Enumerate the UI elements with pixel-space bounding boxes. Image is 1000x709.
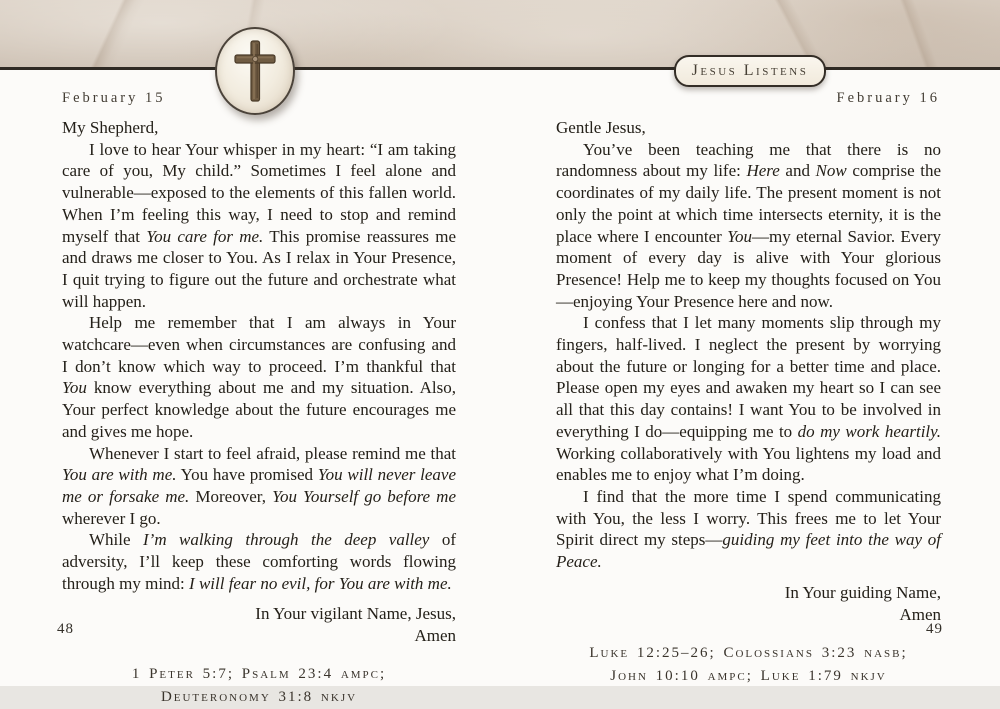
- right-page-column: [556, 117, 941, 688]
- left-page-column: [62, 117, 456, 709]
- prayer-paragraph: You’ve been teaching me that there is no randomness about my life: Here and Now comprise the coordinates of my daily life. The present moment is not only the point at which time intersects eternity, it is the place where I encounter You—my eternal Savior. Every moment of every day is alive with Your glorious Presence! Help me to keep my thoughts focused on You—enjoying Your Presence here and now.: [556, 139, 942, 311]
- signature-block: [556, 582, 941, 626]
- scripture-references: [62, 663, 456, 709]
- prayer-paragraph: I find that the more time I spend communicating with You, the less I worry. This frees me to let Your Spirit direct my steps—guiding my feet into the way of Peace.: [556, 486, 941, 572]
- reference-line: 1 Peter 5:7; Psalm 23:4 ampc;: [131, 666, 387, 683]
- salutation: Gentle Jesus,: [556, 118, 646, 137]
- prayer-paragraph: I love to hear Your whisper in my heart: “I am taking care of you, My child.” Sometimes I feel alone and vulnerable—exposed to the elements of this fallen world. When I’m feeling this way, I need to stop and remind myself that You care for me. This promise reassures me and draws me closer to You. As I relax in Your Presence, I quit trying to figure out the future and orchestrate what will happen.: [62, 139, 456, 311]
- reference-line: John 10:10 ampc; Luke 1:79 nkjv: [610, 667, 887, 684]
- reference-line: Deuteronomy 31:8 nkjv: [160, 689, 358, 706]
- reference-line: Luke 12:25–26; Colossians 3:23 nasb;: [589, 644, 908, 661]
- page-date-right: February 16: [836, 90, 940, 106]
- jesus-listens-badge: [674, 55, 826, 87]
- cross-icon: [232, 38, 278, 104]
- cross-medallion: [215, 27, 295, 115]
- page-number-right: 49: [926, 621, 943, 637]
- signature-line: In Your vigilant Name, Jesus,: [255, 604, 456, 624]
- prayer-paragraph: I confess that I let many moments slip through my fingers, half-lived. I neglect the present by worrying about the future or longing for a better time and place. Please open my eyes and awaken my heart so I can see all that this day contains! I want You to be involved in everything I do—equipping me to do my work heartily. Working collaboratively with You lightens my load and enables me to enjoy what I’m doing.: [556, 313, 942, 485]
- salutation: My Shepherd,: [62, 118, 159, 137]
- prayer-paragraph: While I’m walking through the deep valley of adversity, I’ll keep these comforting words flowing through my mind: I will fear no evil, for You are with me.: [62, 530, 456, 593]
- signature-line: In Your guiding Name,: [784, 582, 941, 602]
- signature-block: [62, 603, 456, 647]
- badge-label: Jesus Listens: [691, 62, 809, 79]
- prayer-paragraph: Help me remember that I am always in Your watchcare—even when circumstances are confusing and I don’t know which way to proceed. I’m thankful that You know everything about me and my situation. Also, Your perfect knowledge about the future encourages me and gives me hope.: [62, 313, 456, 441]
- page-number-left: 48: [57, 621, 74, 637]
- header-band: [0, 0, 1000, 70]
- amen-line: Amen: [414, 626, 456, 646]
- prayer-paragraph: Whenever I start to feel afraid, please remind me that You are with me. You have promised You will never leave me or forsake me. Moreover, You Yourself go before me wherever I go.: [62, 443, 457, 528]
- scripture-references: [556, 642, 941, 688]
- page-date-left: February 15: [62, 90, 166, 106]
- amen-line: Amen: [899, 604, 941, 624]
